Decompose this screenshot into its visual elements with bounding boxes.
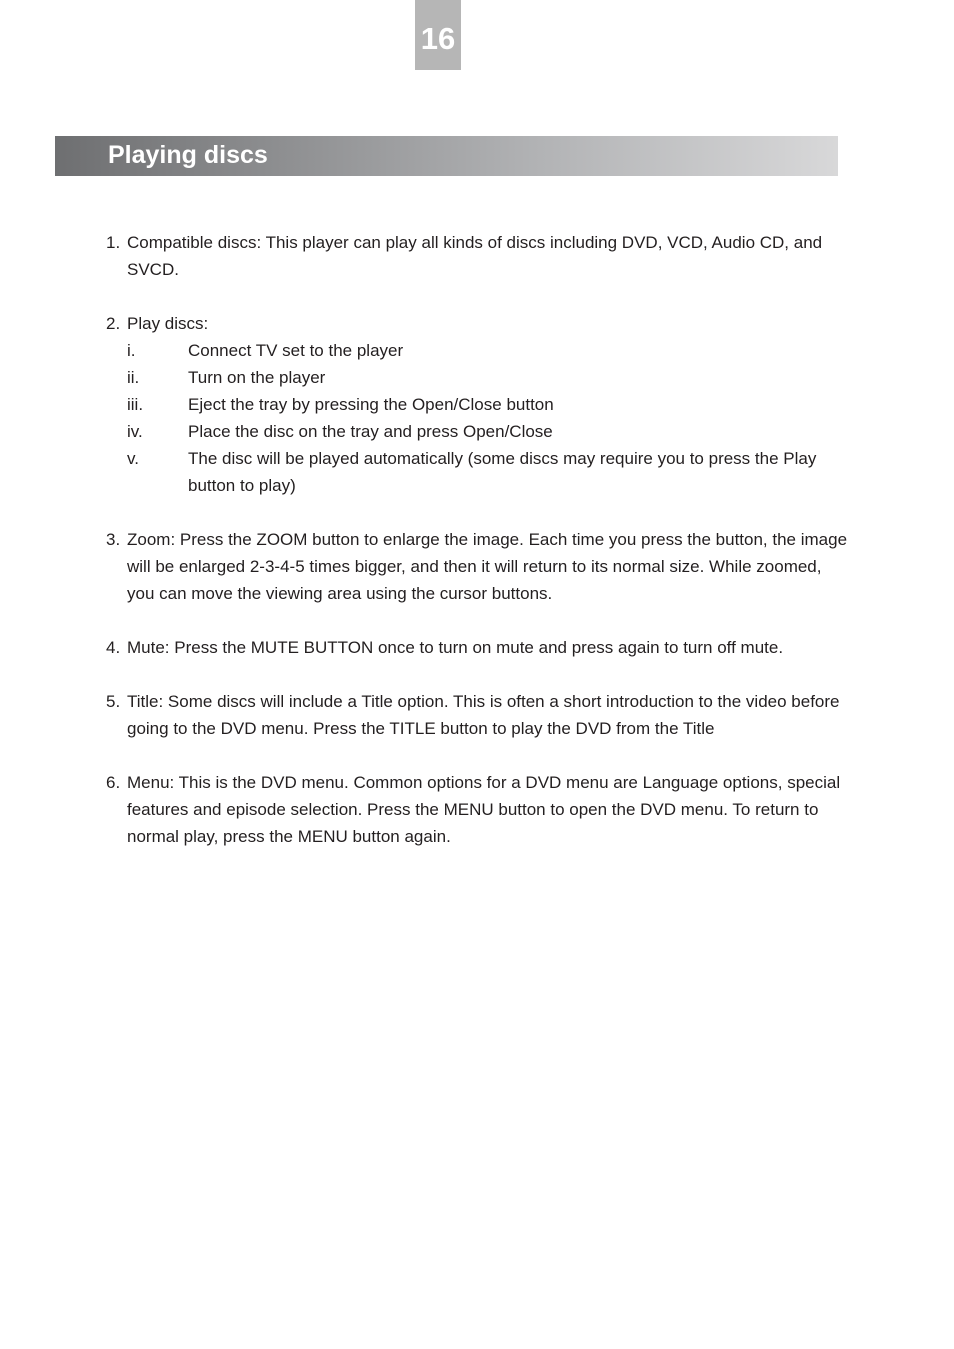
item-text: Zoom: Press the ZOOM button to enlarge the image. Each time you press the button, the image will be enlarged 2-3-4-5 times bigger, and then it will return to its normal size. While zoomed, you can move the viewing area using the cursor buttons.: [127, 530, 848, 603]
sub-step-text: Connect TV set to the player: [188, 341, 404, 360]
list-item: [106, 526, 851, 607]
sub-step: [127, 337, 851, 364]
item-text: Compatible discs: This player can play all kinds of discs including DVD, VCD, Audio CD, and SVCD.: [127, 233, 823, 279]
sub-step-number: ii.: [127, 368, 140, 387]
sub-step: [127, 364, 851, 391]
list-item: [106, 229, 851, 283]
list-item: [106, 769, 851, 850]
sub-step-text: Eject the tray by pressing the Open/Close button: [188, 395, 554, 414]
item-text: Play discs:: [127, 314, 209, 333]
item-text: Menu: This is the DVD menu. Common options for a DVD menu are Language options, special features and episode selection. Press the MENU button to open the DVD menu. To return to normal play, press the MENU button again.: [127, 773, 841, 846]
list-item: [106, 688, 851, 742]
instructions-list: [106, 229, 851, 877]
sub-step-number: iii.: [127, 395, 144, 414]
list-item: [106, 310, 851, 499]
item-number: 5.: [106, 692, 121, 711]
section-title: Playing discs: [108, 141, 268, 169]
list-item: [106, 634, 851, 661]
item-number: 4.: [106, 638, 121, 657]
sub-step: [127, 391, 851, 418]
sub-step-number: iv.: [127, 422, 143, 441]
page-number-tab: 16: [415, 0, 461, 70]
item-number: 1.: [106, 233, 121, 252]
sub-step-text: The disc will be played automatically (some discs may require you to press the Play button to play): [188, 449, 817, 495]
sub-step-number: v.: [127, 449, 139, 468]
item-number: 6.: [106, 773, 121, 792]
item-text: Mute: Press the MUTE BUTTON once to turn on mute and press again to turn off mute.: [127, 638, 784, 657]
item-text: Title: Some discs will include a Title option. This is often a short introduction to the video before going to the DVD menu. Press the TITLE button to play the DVD from the Title: [127, 692, 840, 738]
item-number: 2.: [106, 314, 121, 333]
sub-step-text: Place the disc on the tray and press Open/Close: [188, 422, 553, 441]
item-number: 3.: [106, 530, 121, 549]
sub-step-text: Turn on the player: [188, 368, 326, 387]
sub-step: [127, 418, 851, 445]
section-title-bar: [55, 136, 838, 176]
sub-step-number: i.: [127, 341, 136, 360]
sub-step: [127, 445, 851, 499]
